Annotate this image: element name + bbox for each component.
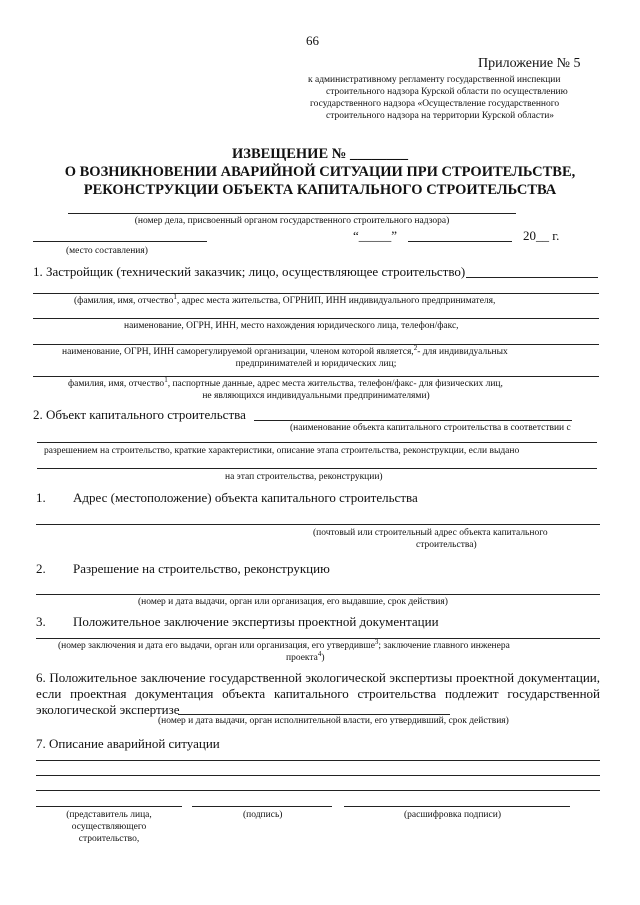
emergency-description-line[interactable] xyxy=(36,790,600,791)
developer-field-line[interactable] xyxy=(33,344,599,345)
developer-label: 1. Застройщик (технический заказчик; лицо, осуществляющее строительство) xyxy=(33,264,466,279)
date-day-field[interactable]: “_____” xyxy=(353,228,398,243)
developer-field-line[interactable] xyxy=(33,293,599,294)
permit-field[interactable] xyxy=(36,594,600,595)
notice-title: ИЗВЕЩЕНИЕ № ________ xyxy=(232,146,408,162)
representative-caption: осуществляющего xyxy=(71,822,147,832)
object-caption: на этап строительства, реконструкции) xyxy=(225,472,383,482)
developer-caption: (фамилия, имя, отчество$^1$, адрес места жительства, ОГРНИП, ИНН индивидуального предпринимателя, xyxy=(74,292,496,306)
eco-expertise-text: 6. Положительное заключение государственной экологической экспертизы проектной документации, xyxy=(36,670,600,685)
address-caption: строительства) xyxy=(416,540,477,550)
appendix-line: к административному регламенту государственной инспекции xyxy=(308,75,561,85)
developer-field-line[interactable] xyxy=(33,318,599,319)
developer-field[interactable] xyxy=(466,277,598,278)
representative-caption: (представитель лица, xyxy=(66,810,152,820)
developer-caption: наименование, ОГРН, ИНН, место нахождения юридического лица, телефон/факс, xyxy=(124,321,459,331)
expertise-label: Положительное заключение экспертизы проектной документации xyxy=(73,614,439,629)
appendix-line: государственного надзора «Осуществление государственного xyxy=(310,99,560,109)
signature-field[interactable] xyxy=(192,806,332,807)
object-caption: (наименование объекта капитального строительства в соответствии с xyxy=(290,423,571,433)
appendix-line: строительного надзора на территории Курской области» xyxy=(326,111,555,121)
place-caption: (место составления) xyxy=(66,246,148,256)
expertise-caption: проекта$^4$) xyxy=(286,649,325,663)
object-field-line[interactable] xyxy=(37,468,597,469)
place-field[interactable] xyxy=(33,241,207,242)
eco-expertise-caption: (номер и дата выдачи, орган исполнительной власти, его утвердивший, срок действия) xyxy=(158,716,509,726)
developer-field-line[interactable] xyxy=(33,376,599,377)
representative-field[interactable] xyxy=(36,806,182,807)
object-label: 2. Объект капитального строительства xyxy=(33,407,246,422)
emergency-description-line[interactable] xyxy=(36,760,600,761)
case-number-caption: (номер дела, присвоенный органом государственного строительного надзора) xyxy=(134,216,450,226)
case-number-field[interactable] xyxy=(68,213,516,214)
object-field-line[interactable] xyxy=(37,442,597,443)
expertise-caption: (номер заключения и дата его выдачи, орган или организация, его утвердивше$^3$; заключение главного инженера xyxy=(58,637,510,651)
notice-subtitle: РЕКОНСТРУКЦИИ ОБЪЕКТА КАПИТАЛЬНОГО СТРОИТЕЛЬСТВА xyxy=(83,182,557,198)
appendix-line: строительного надзора Курской области по осуществлению xyxy=(326,87,568,97)
developer-caption: фамилия, имя, отчество$^1$, паспортные данные, адрес места жительства, телефон/факс- для физических лиц, xyxy=(68,375,503,389)
object-field[interactable] xyxy=(254,420,572,421)
appendix-title: Приложение № 5 xyxy=(478,56,581,71)
address-label: Адрес (местоположение) объекта капитального строительства xyxy=(73,490,418,505)
permit-number: 2. xyxy=(36,561,46,576)
permit-caption: (номер и дата выдачи, орган или организация, его выдавшие, срок действия) xyxy=(138,597,448,607)
date-year: 20__ г. xyxy=(523,228,560,243)
emergency-description-label: 7. Описание аварийной ситуации xyxy=(36,736,220,751)
signature-caption: (подпись) xyxy=(243,810,283,820)
address-caption: (почтовый или строительный адрес объекта капитального xyxy=(313,528,548,538)
page-number: 66 xyxy=(306,33,319,48)
signature-decode-field[interactable] xyxy=(344,806,570,807)
representative-caption: строительство, xyxy=(78,834,140,844)
developer-caption: наименование, ОГРН, ИНН саморегулируемой организации, членом которой является,$^2$- для индивидуальных xyxy=(62,343,508,357)
developer-caption: предпринимателей и юридических лиц; xyxy=(235,359,397,369)
signature-decode-caption: (расшифровка подписи) xyxy=(404,810,501,820)
emergency-description-line[interactable] xyxy=(36,775,600,776)
expertise-number: 3. xyxy=(36,614,46,629)
notice-subtitle: О ВОЗНИКНОВЕНИИ АВАРИЙНОЙ СИТУАЦИИ ПРИ СТРОИТЕЛЬСТВЕ, xyxy=(64,164,576,180)
eco-expertise-text: если проектная документация объекта капитального строительства подлежит государственной xyxy=(36,686,600,701)
date-month-field[interactable] xyxy=(408,241,512,242)
expertise-field[interactable] xyxy=(36,638,600,639)
address-number: 1. xyxy=(36,490,46,505)
address-field[interactable] xyxy=(36,524,600,525)
developer-caption: не являющихся индивидуальными предпринимателями) xyxy=(202,391,430,401)
object-caption: разрешением на строительство, краткие характеристики, описание этапа строительства, реконструкции, если выдано xyxy=(44,446,520,456)
eco-expertise-label: экологической экспертизе xyxy=(36,702,180,717)
eco-expertise-field[interactable] xyxy=(178,714,450,715)
permit-label: Разрешение на строительство, реконструкцию xyxy=(73,561,330,576)
